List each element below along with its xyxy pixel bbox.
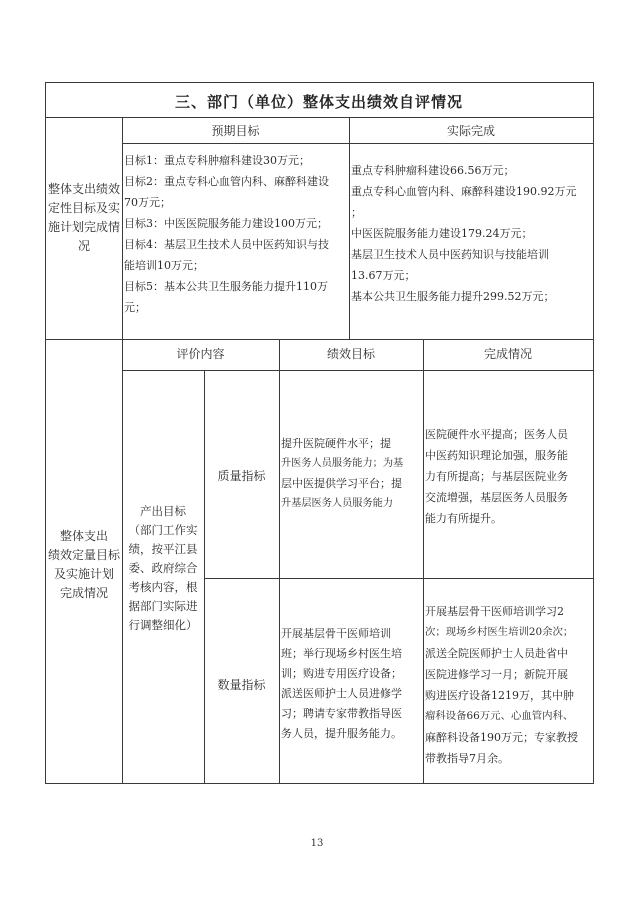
table-border-label-col bbox=[122, 117, 123, 784]
quantity-target-line: 开展基层骨干医师培训 bbox=[281, 627, 391, 640]
completion-status-header: 完成情况 bbox=[483, 347, 532, 361]
quantity-status-line: 带教指导7月余。 bbox=[425, 752, 509, 765]
quality-indicator-label: 质量指标 bbox=[217, 469, 266, 483]
actual-completion-line: 基本公共卫生服务能力提升299.52万元； bbox=[351, 290, 555, 303]
expected-goal-header: 预期目标 bbox=[211, 124, 260, 138]
table-border-expected-actual bbox=[349, 117, 350, 339]
actual-completion-line: 重点专科肿瘤科建设66.56万元； bbox=[351, 164, 515, 177]
quantitative-label-line: 完成情况 bbox=[59, 586, 108, 600]
expected-goal-line: 能培训10万元； bbox=[124, 259, 204, 272]
quantity-status-line: 开展基层骨干医师培训学习2 bbox=[425, 605, 564, 618]
evaluation-content-header: 评价内容 bbox=[176, 347, 225, 361]
output-goal-line: 据部门实际进 bbox=[128, 599, 198, 613]
table-border-qualitative-bottom bbox=[45, 339, 594, 340]
output-goal-line: 委、政府综合 bbox=[128, 561, 198, 575]
table-border-right bbox=[593, 82, 594, 784]
quality-status-line: 医院硬件水平提高；医务人员 bbox=[425, 428, 568, 441]
output-goal-line: （部门工作实 bbox=[128, 523, 198, 537]
actual-completion-line: 基层卫生技术人员中医药知识与技能培训 bbox=[351, 248, 549, 261]
table-border-top bbox=[45, 82, 594, 83]
qualitative-label-line: 整体支出绩效 bbox=[47, 182, 120, 196]
output-goal-line: 考核内容，根 bbox=[128, 580, 198, 594]
expected-goal-line: 目标1：重点专科肿瘤科建设30万元； bbox=[124, 154, 310, 167]
table-border-target-col bbox=[279, 339, 280, 784]
qualitative-label-line: 况 bbox=[77, 239, 90, 253]
quantitative-label-line: 整体支出 bbox=[59, 529, 108, 543]
quantity-target-line: 派送医师护士人员进修学 bbox=[281, 687, 402, 700]
expected-goal-line: 元； bbox=[124, 301, 146, 314]
output-goal-line: 绩，按平江县 bbox=[128, 542, 198, 556]
expected-goal-line: 目标2：重点专科心血管内科、麻醉科建设 bbox=[124, 175, 329, 188]
page-number: 13 bbox=[310, 838, 324, 849]
section-title: 三、部门（单位）整体支出绩效自评情况 bbox=[174, 93, 463, 111]
qualitative-row-label bbox=[46, 180, 122, 256]
quality-target-line: 层中医提供学习平台；提 bbox=[281, 477, 402, 490]
quality-status-cell bbox=[425, 424, 592, 529]
quality-target-line: 提升医院硬件水平；提 bbox=[281, 437, 391, 450]
quantity-target-cell bbox=[281, 624, 422, 744]
quality-status-line: 力有所提高；与基层医院业务 bbox=[425, 470, 568, 483]
quality-target-line: 升医务人员服务能力；为基 bbox=[281, 458, 404, 469]
expected-goals-list bbox=[124, 150, 348, 318]
table-border-quant-header bbox=[122, 370, 594, 371]
expected-goal-line: 目标4：基层卫生技术人员中医药知识与技 bbox=[124, 238, 329, 251]
quantitative-row-label bbox=[46, 527, 122, 603]
quantity-target-line: 习；聘请专家带教指导医 bbox=[281, 707, 402, 720]
expected-goal-line: 目标5：基本公共卫生服务能力提升110万 bbox=[124, 280, 328, 293]
quantitative-label-line: 绩效定量目标 bbox=[47, 548, 120, 562]
quantity-status-line: 麻醉科设备190万元；专家教授 bbox=[425, 731, 578, 744]
table-border-title-bottom bbox=[45, 117, 594, 118]
actual-completion-list bbox=[351, 160, 592, 307]
quantity-target-line: 训；购进专用医疗设备； bbox=[281, 667, 402, 680]
qualitative-label-line: 施计划完成情 bbox=[47, 220, 120, 234]
table-border-bottom bbox=[45, 783, 594, 784]
quality-target-cell bbox=[281, 434, 422, 514]
expected-goal-line: 70万元； bbox=[124, 196, 171, 209]
quality-status-line: 交流增强，基层医务人员服务 bbox=[425, 491, 568, 504]
quality-status-line: 能力有所提升。 bbox=[425, 512, 502, 525]
quantity-status-cell bbox=[425, 601, 592, 769]
table-border-status-col bbox=[423, 339, 424, 784]
actual-completion-line: 13.67万元； bbox=[351, 269, 416, 282]
actual-completion-header: 实际完成 bbox=[446, 124, 495, 138]
table-border-quality-bottom bbox=[204, 578, 594, 579]
quantity-status-line: 派送全院医师护士人员赴省中 bbox=[425, 647, 568, 660]
expected-goal-line: 目标3：中医医院服务能力建设100万元； bbox=[124, 217, 328, 230]
quantity-status-line: 次；现场乡村医生培训20余次； bbox=[425, 626, 574, 638]
output-goal-cell bbox=[122, 502, 204, 635]
quantity-status-line: 购进医疗设备1219万，其中肿 bbox=[425, 689, 574, 702]
table-border-subheader bbox=[122, 143, 594, 144]
quality-status-line: 中医药知识理论加强，服务能 bbox=[425, 449, 568, 462]
actual-completion-line: 重点专科心血管内科、麻醉科建设190.92万元 bbox=[351, 185, 577, 198]
output-goal-line: 产出目标 bbox=[140, 504, 186, 518]
quantitative-label-line: 及实施计划 bbox=[53, 567, 114, 581]
quality-target-line: 升基层医务人员服务能力 bbox=[281, 498, 394, 509]
actual-completion-line: 中医医院服务能力建设179.24万元； bbox=[351, 227, 533, 240]
quantity-target-line: 班；举行现场乡村医生培 bbox=[281, 647, 402, 660]
quantity-status-line: 医院进修学习一月；新院开展 bbox=[425, 668, 568, 681]
performance-target-header: 绩效目标 bbox=[326, 347, 375, 361]
output-goal-line: 行调整细化） bbox=[128, 618, 198, 632]
quantity-indicator-label: 数量指标 bbox=[217, 678, 266, 692]
actual-completion-line: ； bbox=[351, 206, 362, 219]
table-border-output-col bbox=[204, 370, 205, 784]
quantity-target-line: 务人员，提升服务能力。 bbox=[281, 727, 402, 740]
qualitative-label-line: 定性目标及实 bbox=[47, 201, 120, 215]
quantity-status-line: 瘤科设备66万元、心血管内科、 bbox=[425, 710, 574, 722]
